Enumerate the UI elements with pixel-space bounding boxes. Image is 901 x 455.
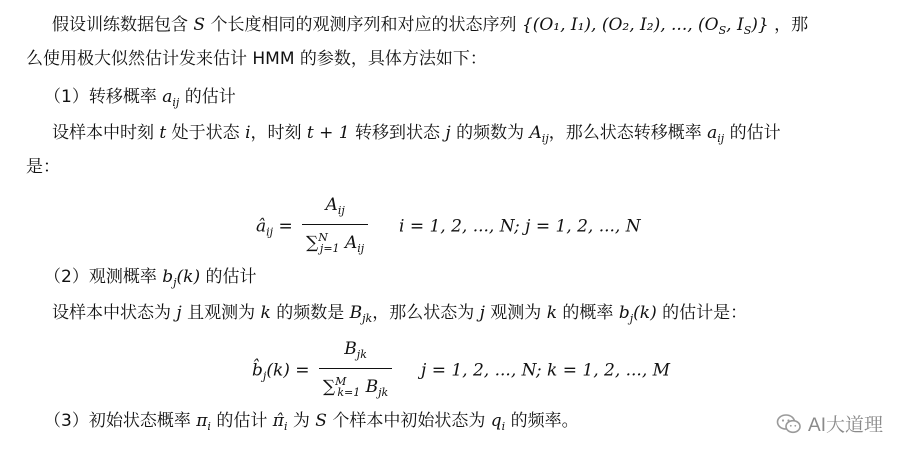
heading-text: 的估计 — [184, 87, 236, 107]
watermark-text: AI大道理 — [808, 415, 883, 436]
section2-heading — [44, 266, 257, 294]
var-j: j — [479, 303, 485, 323]
intro-text: 么使用极大似然估计发来估计 HMM 的参数，具体方法如下： — [26, 49, 487, 69]
desc-text: ，那么状态为 — [372, 303, 475, 323]
equation-transition — [256, 194, 641, 260]
desc-text: ，时刻 — [250, 123, 302, 143]
desc-text: 且观测为 — [187, 303, 256, 323]
equation-emission — [252, 338, 670, 404]
desc-text: 处于状态 — [171, 123, 240, 143]
den-sub: ij — [357, 242, 365, 255]
heading-text: （1）转移概率 — [44, 87, 157, 107]
sum-symbol: ∑ — [306, 233, 319, 253]
section1-heading — [44, 86, 236, 114]
den-B: B — [365, 377, 379, 397]
s3-text: 的频率。 — [510, 411, 579, 431]
fraction-numerator — [319, 338, 392, 369]
sum-lower: k=1 — [337, 386, 361, 399]
fraction-numerator — [302, 194, 368, 225]
desc-text: 转移到状态 — [355, 123, 441, 143]
sum-upper: N — [318, 231, 328, 244]
var-t1: t + 1 — [306, 123, 350, 143]
intro-text: 个长度相同的观测序列和对应的状态序列 — [210, 15, 517, 35]
var-k: k — [260, 303, 271, 323]
var-pihat: π̂ — [272, 411, 284, 431]
set-sub: S — [743, 24, 752, 37]
intro-line-2 — [26, 48, 487, 70]
var-a: a — [707, 123, 718, 143]
var-sub: ij — [717, 132, 725, 145]
eq-condition: i = 1, 2, ..., N; j = 1, 2, ..., N — [398, 216, 641, 237]
sum-lower: j=1 — [319, 242, 340, 255]
var-b: b — [618, 303, 630, 323]
set-part: , I — [726, 15, 744, 35]
intro-text: ，那 — [774, 15, 809, 35]
var-a: a — [162, 87, 173, 107]
sequence-set — [522, 15, 769, 35]
var-t: t — [159, 123, 167, 143]
desc-text: ，那么状态转移概率 — [548, 123, 702, 143]
var-S: S — [315, 411, 327, 431]
num-sub: jk — [356, 348, 367, 361]
var-i: i — [245, 123, 251, 143]
s3-text: 为 — [292, 411, 310, 431]
fraction-denominator — [302, 225, 368, 260]
section3-line — [44, 410, 579, 438]
var-sub: i — [207, 420, 211, 433]
eq-sub: ij — [266, 225, 274, 239]
heading-text: 的估计 — [205, 267, 257, 287]
desc-text: 的频数是 — [276, 303, 345, 323]
desc-text: 是： — [26, 157, 60, 177]
var-k: k — [546, 303, 558, 323]
s3-text: （3）初始状态概率 — [44, 411, 191, 431]
num-A: A — [325, 195, 338, 215]
desc-text: 的频数为 — [456, 123, 525, 143]
equals-sign: = — [278, 216, 293, 237]
eq-lhs: b̂ — [252, 360, 263, 381]
var-q: q — [490, 411, 502, 431]
watermark — [776, 410, 883, 437]
set-part: {(O₁, I₁), (O₂, I₂), ..., (O — [521, 15, 719, 35]
num-B: B — [344, 339, 357, 359]
var-sub: ij — [172, 96, 180, 109]
sum-upper: M — [335, 375, 347, 388]
intro-line-1 — [52, 14, 808, 42]
var-b: b — [162, 267, 174, 287]
var-sub: i — [501, 420, 506, 433]
var-A: A — [529, 123, 542, 143]
var-arg: (k) — [633, 303, 657, 323]
desc-text: 的概率 — [562, 303, 614, 323]
wechat-icon — [776, 412, 802, 436]
desc-text: 设样本中状态为 — [52, 303, 171, 323]
var-B: B — [349, 303, 363, 323]
var-sub: ij — [541, 132, 549, 145]
var-sub: j — [173, 276, 177, 289]
set-sub: S — [718, 24, 727, 37]
section1-desc-line-1 — [52, 122, 781, 150]
den-A: A — [344, 233, 358, 253]
var-j: j — [176, 303, 182, 323]
sum-symbol: ∑ — [322, 377, 336, 397]
s3-text: 个样本中初始状态为 — [332, 411, 486, 431]
var-arg: (k) — [176, 267, 201, 287]
section2-desc — [52, 302, 747, 330]
set-part: )} — [751, 15, 769, 35]
var-sub: i — [283, 420, 288, 433]
eq-sub: j — [262, 369, 267, 383]
var-sub: jk — [362, 312, 373, 325]
fraction-transition — [302, 194, 368, 260]
s3-text: 的估计 — [216, 411, 268, 431]
num-sub: ij — [337, 204, 345, 217]
desc-text: 的估计 — [729, 123, 781, 143]
desc-text: 的估计是： — [662, 303, 748, 323]
var-j: j — [445, 123, 451, 143]
den-sub: jk — [378, 386, 389, 399]
intro-text: 假设训练数据包含 — [52, 15, 188, 35]
var-pi: π — [196, 411, 208, 431]
var-sub: j — [629, 312, 634, 325]
eq-lhs: â — [256, 216, 267, 237]
eq-arg: (k) = — [266, 360, 310, 381]
heading-text: （2）观测概率 — [44, 267, 157, 287]
desc-text: 观测为 — [490, 303, 542, 323]
var-S: S — [193, 15, 206, 35]
desc-text: 设样本中时刻 — [52, 123, 154, 143]
fraction-emission — [319, 338, 392, 404]
section1-desc-line-2 — [26, 156, 60, 178]
eq-condition: j = 1, 2, ..., N; k = 1, 2, ..., M — [421, 360, 671, 381]
fraction-denominator — [319, 369, 392, 404]
